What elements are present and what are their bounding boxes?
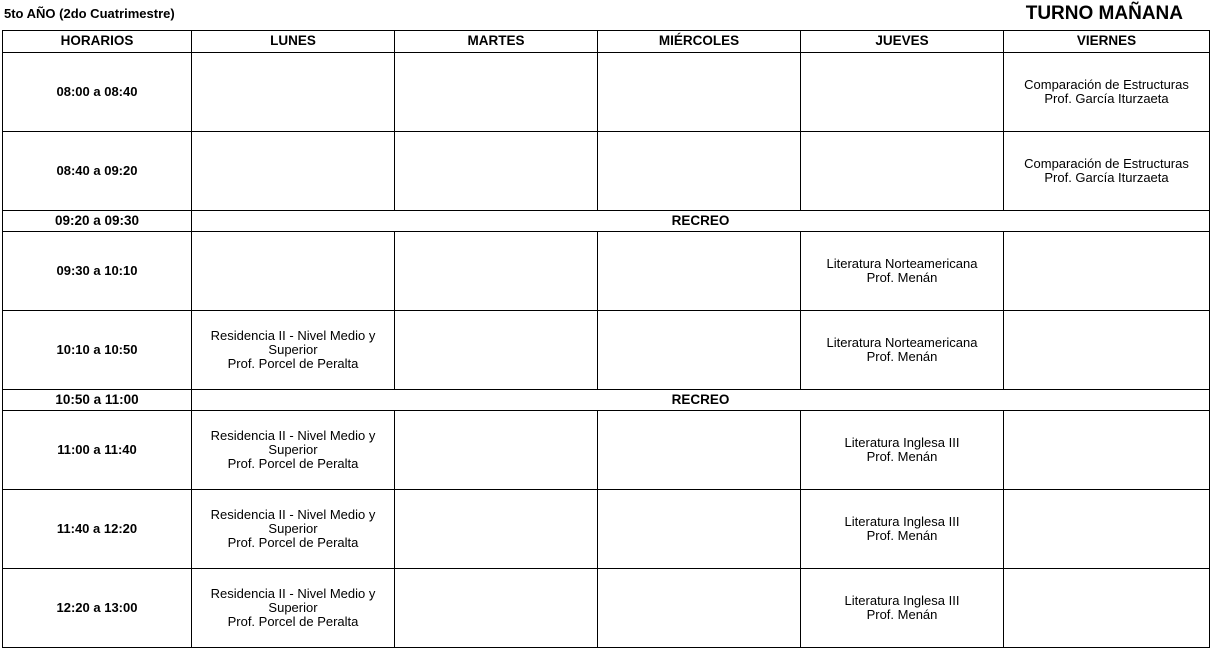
empty-cell — [598, 569, 801, 648]
table-row — [3, 390, 1210, 411]
empty-cell — [192, 132, 395, 211]
column-header-viernes: VIERNES — [1004, 31, 1210, 53]
table-row — [3, 569, 1210, 648]
class-cell-text — [1007, 157, 1206, 185]
empty-cell — [598, 132, 801, 211]
time-slot-cell: 09:30 a 10:10 — [3, 232, 192, 311]
empty-cell — [1004, 411, 1210, 490]
time-slot-cell: 09:20 a 09:30 — [3, 211, 192, 232]
time-slot-cell: 10:50 a 11:00 — [3, 390, 192, 411]
class-cell-line: Residencia II - Nivel Medio y Superior — [210, 428, 376, 458]
empty-cell — [1004, 490, 1210, 569]
class-cell-line: Residencia II - Nivel Medio y Superior — [210, 328, 376, 358]
column-header-miercoles: MIÉRCOLES — [598, 31, 801, 53]
time-slot-cell: 10:10 a 10:50 — [3, 311, 192, 390]
page-title-shift: TURNO MAÑANA — [1025, 3, 1183, 24]
schedule-table — [2, 30, 1210, 648]
empty-cell — [801, 53, 1004, 132]
class-cell — [192, 490, 395, 569]
empty-cell — [395, 311, 598, 390]
empty-cell — [1004, 232, 1210, 311]
class-cell — [192, 311, 395, 390]
class-cell-line: Residencia II - Nivel Medio y Superior — [210, 507, 376, 537]
class-cell-line: Prof. Menán — [866, 270, 938, 285]
table-row — [3, 411, 1210, 490]
time-slot-cell: 08:00 a 08:40 — [3, 53, 192, 132]
class-cell-line: Prof. Menán — [866, 449, 938, 464]
class-cell-text — [804, 436, 1000, 464]
time-slot-cell: 12:20 a 13:00 — [3, 569, 192, 648]
column-header-horarios: HORARIOS — [3, 31, 192, 53]
class-cell-line: Prof. Porcel de Peralta — [227, 355, 359, 371]
page-title-year: 5to AÑO (2do Cuatrimestre) — [4, 6, 175, 21]
class-cell-line: Literatura Inglesa III — [844, 593, 960, 609]
empty-cell — [598, 490, 801, 569]
class-cell-line: Literatura Norteamericana — [826, 335, 978, 351]
empty-cell — [598, 232, 801, 311]
table-row — [3, 53, 1210, 132]
class-cell — [1004, 53, 1210, 132]
class-cell-line: Literatura Inglesa III — [844, 514, 960, 530]
empty-cell — [192, 53, 395, 132]
class-cell-line: Prof. Porcel de Peralta — [227, 534, 359, 550]
class-cell-text — [195, 329, 391, 371]
table-row — [3, 490, 1210, 569]
time-slot-cell: 11:40 a 12:20 — [3, 490, 192, 569]
table-header-row — [3, 31, 1210, 53]
class-cell-line: Prof. Menán — [866, 528, 938, 543]
empty-cell — [1004, 569, 1210, 648]
table-head — [3, 31, 1210, 53]
empty-cell — [395, 411, 598, 490]
class-cell-line: Residencia II - Nivel Medio y Superior — [210, 586, 376, 616]
class-cell — [801, 569, 1004, 648]
class-cell-line: Prof. García Iturzaeta — [1044, 91, 1169, 106]
empty-cell — [395, 53, 598, 132]
class-cell-text — [195, 508, 391, 550]
empty-cell — [395, 569, 598, 648]
class-cell-line: Prof. Porcel de Peralta — [227, 613, 359, 629]
empty-cell — [598, 311, 801, 390]
empty-cell — [192, 232, 395, 311]
class-cell — [192, 411, 395, 490]
class-cell-text — [804, 336, 1000, 364]
empty-cell — [1004, 311, 1210, 390]
column-header-lunes: LUNES — [192, 31, 395, 53]
class-cell-line: Prof. Menán — [866, 607, 938, 622]
table-row — [3, 232, 1210, 311]
class-cell-line: Literatura Inglesa III — [844, 435, 960, 451]
class-cell — [192, 569, 395, 648]
class-cell-line: Prof. García Iturzaeta — [1044, 170, 1169, 185]
class-cell-line: Prof. Porcel de Peralta — [227, 455, 359, 471]
empty-cell — [801, 132, 1004, 211]
empty-cell — [395, 132, 598, 211]
class-cell — [801, 311, 1004, 390]
column-header-jueves: JUEVES — [801, 31, 1004, 53]
page-header — [0, 0, 1211, 30]
empty-cell — [598, 411, 801, 490]
empty-cell — [598, 53, 801, 132]
time-slot-cell: 11:00 a 11:40 — [3, 411, 192, 490]
break-cell: RECREO — [192, 390, 1210, 411]
class-cell-text — [1007, 78, 1206, 106]
table-body — [3, 53, 1210, 648]
table-row — [3, 311, 1210, 390]
class-cell-text — [804, 257, 1000, 285]
class-cell-text — [804, 594, 1000, 622]
break-cell: RECREO — [192, 211, 1210, 232]
empty-cell — [395, 232, 598, 311]
class-cell-text — [804, 515, 1000, 543]
table-row — [3, 132, 1210, 211]
empty-cell — [395, 490, 598, 569]
class-cell — [1004, 132, 1210, 211]
class-cell-line: Literatura Norteamericana — [826, 256, 978, 272]
class-cell — [801, 232, 1004, 311]
class-cell-text — [195, 429, 391, 471]
class-cell-text — [195, 587, 391, 629]
column-header-martes: MARTES — [395, 31, 598, 53]
class-cell — [801, 411, 1004, 490]
class-cell-line: Comparación de Estructuras — [1024, 156, 1189, 172]
class-cell-line: Prof. Menán — [866, 349, 938, 364]
class-cell — [801, 490, 1004, 569]
class-cell-line: Comparación de Estructuras — [1024, 77, 1189, 93]
time-slot-cell: 08:40 a 09:20 — [3, 132, 192, 211]
table-row — [3, 211, 1210, 232]
